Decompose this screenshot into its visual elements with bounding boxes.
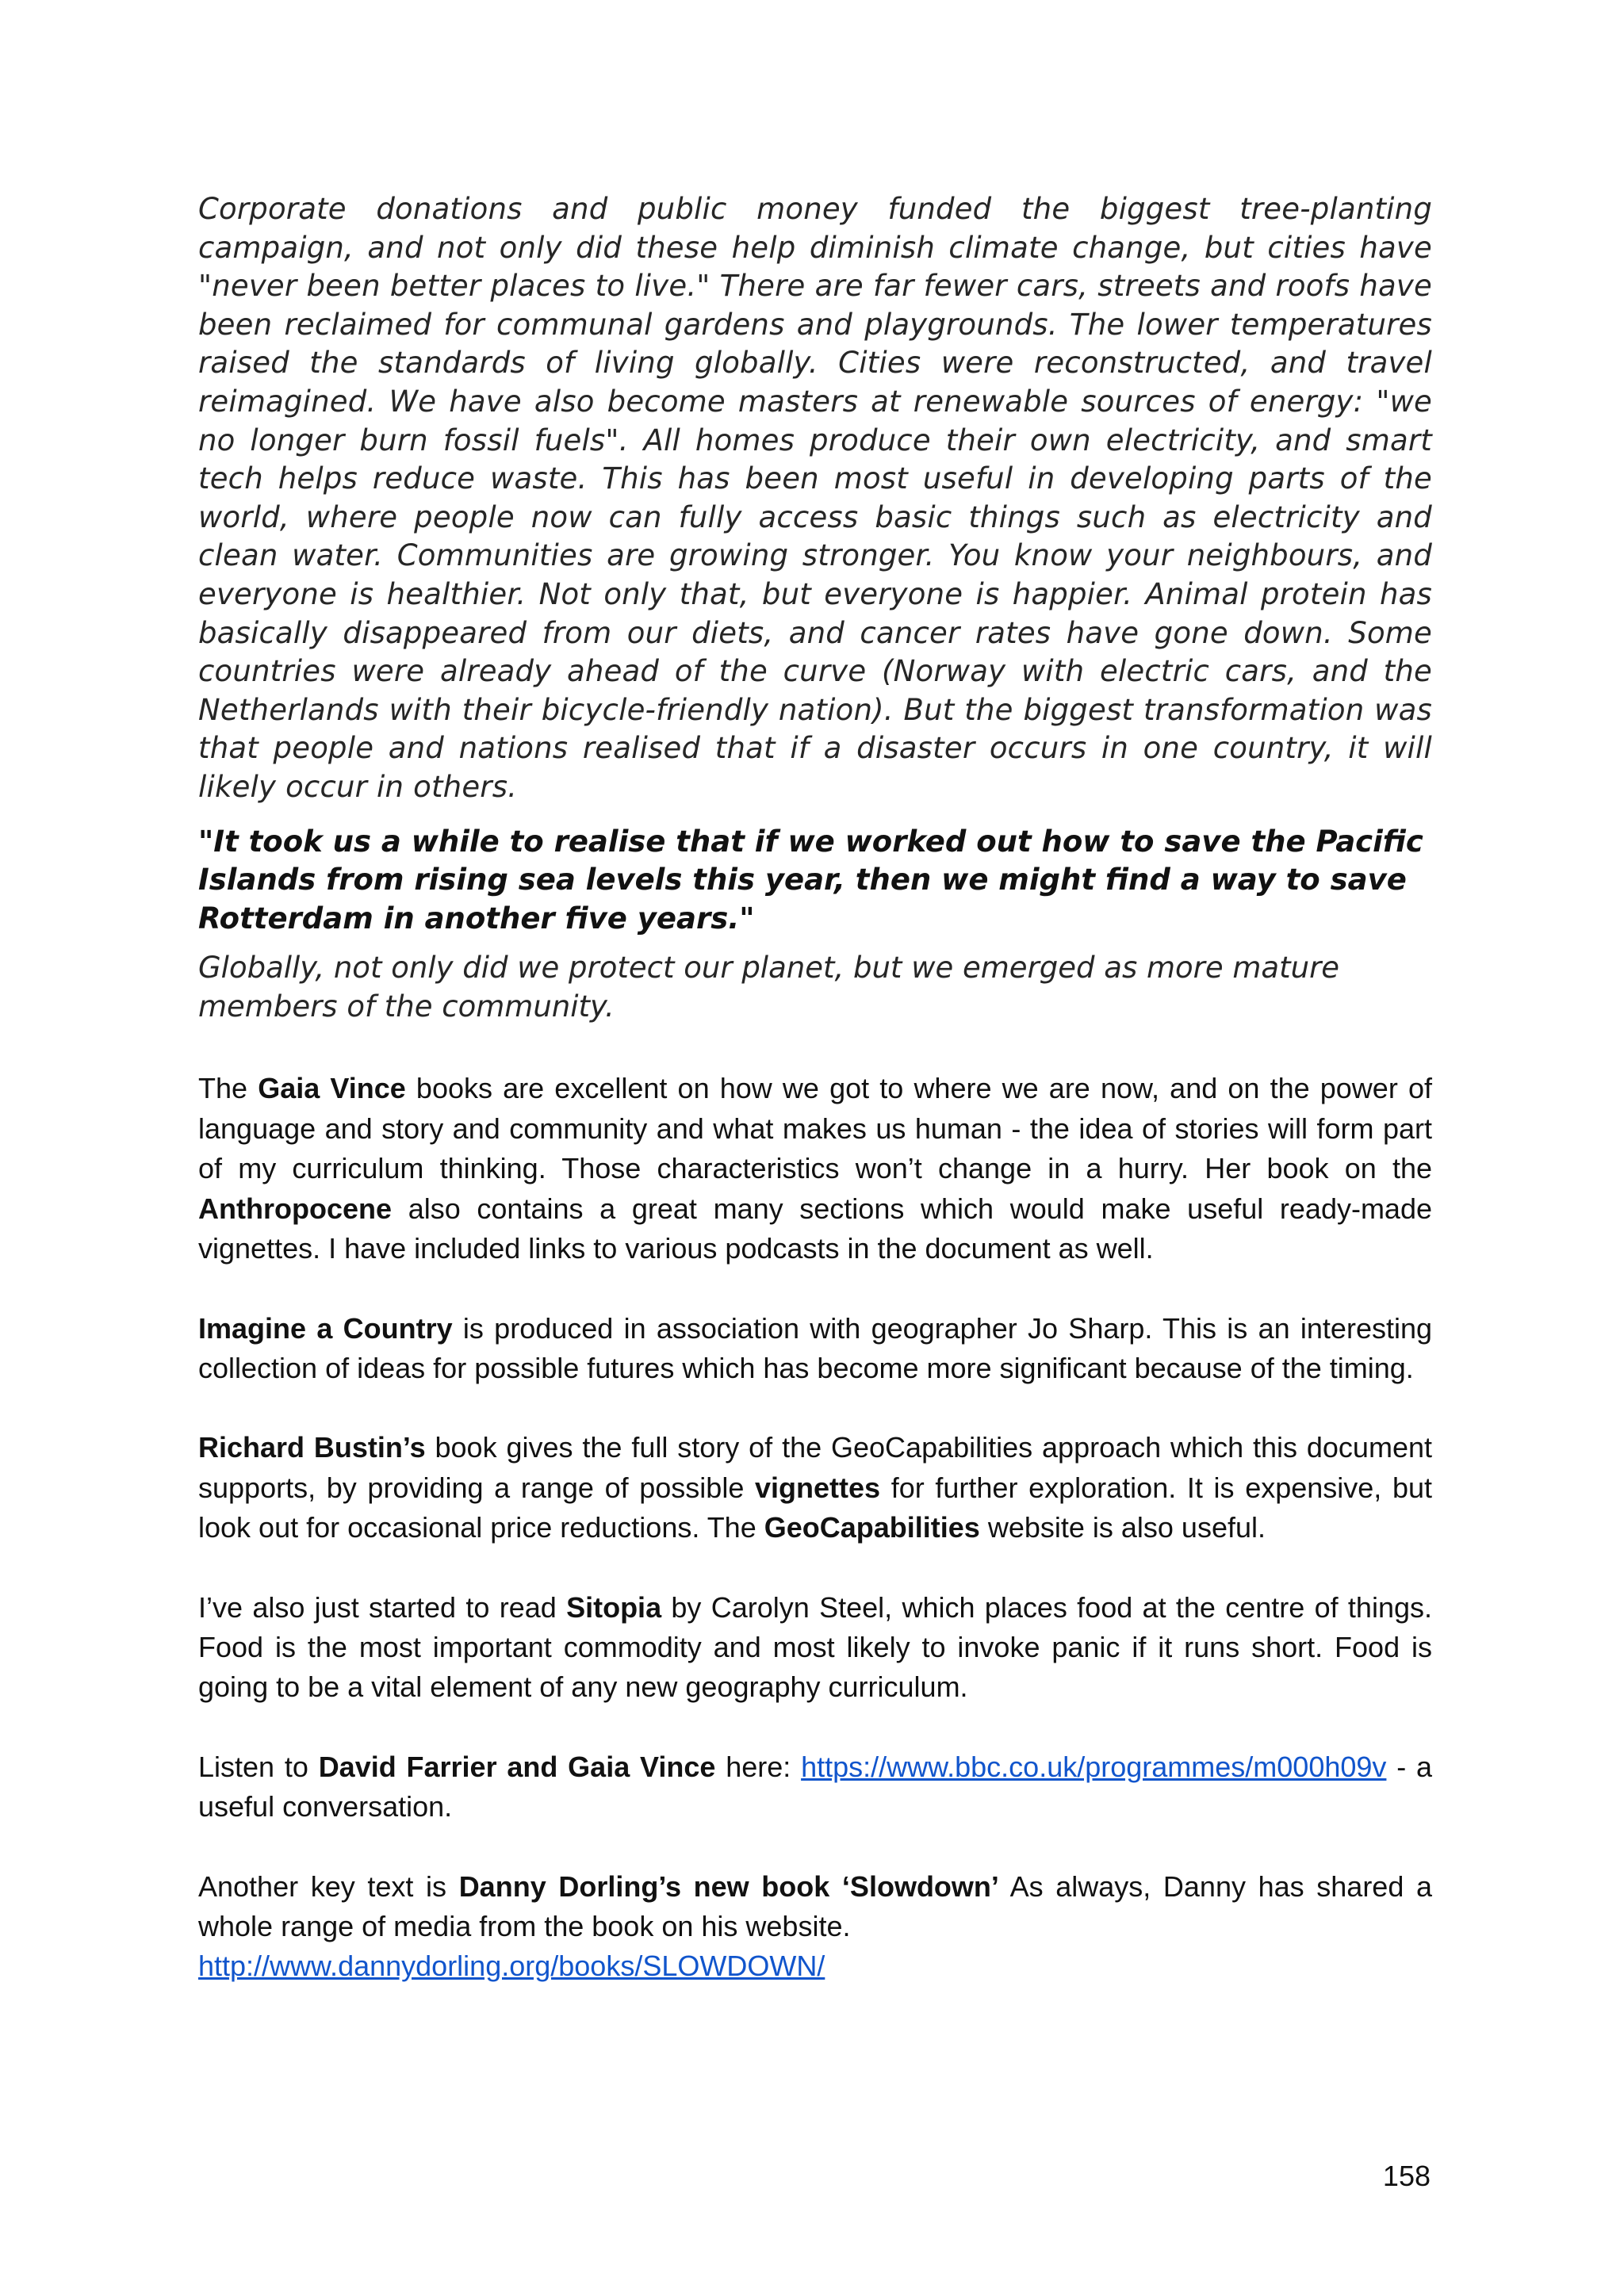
paragraph-sitopia [198, 1588, 1432, 1708]
pull-quote: "It took us a while to realise that if we worked out how to save the Pacific Islands from rising sea levels this year, then we might find a way to save Rotterdam in another five years." [198, 824, 1423, 936]
bold-gaia-vince: Gaia Vince [258, 1072, 406, 1105]
bold-geocapabilities: GeoCapabilities [764, 1511, 980, 1544]
text-span: I’ve also just started to read [198, 1590, 567, 1624]
paragraph-gaia-vince [198, 1069, 1432, 1269]
paragraph-richard-bustin [198, 1428, 1432, 1548]
text-span: by Carolyn Steel, which places food at the centre of things. Food is the most important commodity and most likely to invoke panic if it runs short. Food is going to be a vital element of any new geography curriculum. [198, 1590, 1432, 1704]
bold-vignettes: vignettes [755, 1471, 881, 1504]
document-page [198, 190, 1432, 1987]
text-span: As always, Danny has shared a whole range of media from the book on his website. [198, 1869, 1433, 1942]
bold-richard-bustin: Richard Bustin’s [198, 1431, 426, 1464]
text-span: here: [715, 1750, 802, 1783]
paragraph-listen [198, 1747, 1432, 1827]
text-span: for further exploration. It is expensive, but look out for occasional price reductions. The [198, 1471, 1433, 1544]
danny-dorling-website-link[interactable]: http://www.dannydorling.org/books/SLOWDOWN/ [198, 1950, 825, 1983]
text-span: is produced in association with geographer Jo Sharp. This is an interesting collection of ideas for possible futures which has become more significant because of the timing. [198, 1311, 1433, 1384]
text-span: also contains a great many sections which would make useful ready-made vignettes. I have included links to various podcasts in the document as well. [198, 1192, 1432, 1265]
bbc-programme-link[interactable]: https://www.bbc.co.uk/programmes/m000h09v [801, 1750, 1387, 1783]
page-number: 158 [1382, 2160, 1431, 2192]
quote-closing: Globally, not only did we protect our planet, but we emerged as more mature members of the community. [198, 951, 1340, 1024]
text-span: Listen to [198, 1750, 319, 1783]
text-span: - a useful conversation. [198, 1750, 1433, 1823]
text-span: book gives the full story of the GeoCapabilities approach which this document supports, by providing a range of possible [198, 1431, 1432, 1504]
bold-danny-dorling-slowdown: Danny Dorling’s new book ‘Slowdown’ [458, 1869, 999, 1903]
bold-sitopia: Sitopia [566, 1590, 662, 1624]
text-span: books are excellent on how we got to where we are now, and on the power of language and story and community and what makes us human - the idea of stories will form part of my curriculum thinking. Those characteristics won’t change in a hurry. Her book on the [198, 1072, 1432, 1185]
bold-imagine-a-country: Imagine a Country [198, 1311, 453, 1345]
text-span: website is also useful. [979, 1511, 1266, 1544]
quote-paragraph: Corporate donations and public money funded the biggest tree-planting campaign, and not only did these help diminish climate change, but cities have "never been better places to live." There are far fewer cars, streets and roofs have been reclaimed for communal gardens and playgrounds. The lower temperatures raised the standards of living globally. Cities were reconstructed, and travel reimagined. We have also become masters at renewable sources of energy: "we no longer burn fossil fuels". All homes produce their own electricity, and smart tech helps reduce waste. This has been most useful in developing parts of the world, where people now can fully access basic things such as electricity and clean water. Communities are growing stronger. You know your neighbours, and everyone is healthier. Not only that, but everyone is happier. Animal protein has basically disappeared from our diets, and cancer rates have gone down. Some countries were already ahead of the curve (Norway with electric cars, and the Netherlands with their bicycle-friendly nation). But the biggest transformation was that people and nations realised that if a disaster occurs in one country, it will likely occur in others. [198, 192, 1432, 804]
text-span: Another key text is [198, 1869, 459, 1903]
bold-anthropocene: Anthropocene [198, 1192, 393, 1225]
paragraph-imagine-a-country [198, 1309, 1432, 1389]
bold-david-farrier-gaia-vince: David Farrier and Gaia Vince [318, 1750, 716, 1783]
text-span: The [198, 1072, 259, 1105]
paragraph-danny-dorling [198, 1867, 1432, 1987]
